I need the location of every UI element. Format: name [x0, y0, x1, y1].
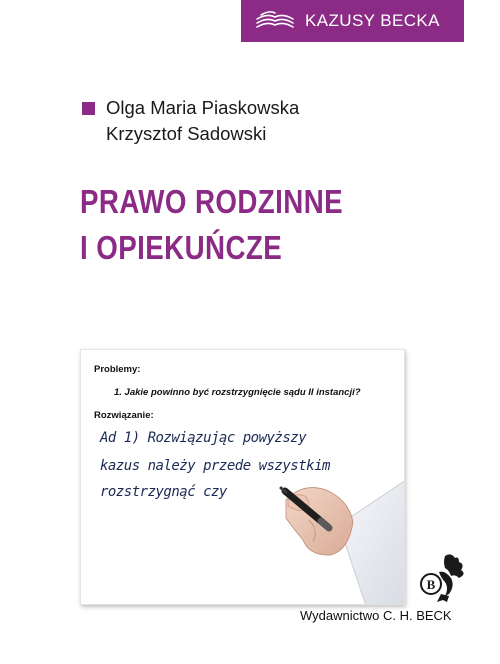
- handwriting-line-2: kazus należy przede wszystkim: [100, 458, 330, 474]
- open-book-icon: [253, 9, 297, 33]
- author-1: Olga Maria Piaskowska: [106, 97, 300, 118]
- author-bullet: [82, 102, 95, 115]
- publisher-name: Wydawnictwo C. H. BECK: [300, 608, 452, 623]
- handwriting-line-1: Ad 1) Rozwiązując powyższy: [100, 430, 307, 446]
- series-badge: [241, 0, 464, 42]
- series-label: KAZUSY BECKA: [305, 11, 440, 30]
- svg-text:B: B: [426, 577, 436, 592]
- handwriting-line-3: rozstrzygnąć czy: [100, 484, 227, 500]
- question-text: 1. Jakie powinno być rozstrzygnięcie sądu II instancji?: [114, 387, 361, 398]
- writing-hand-illustration: [81, 350, 405, 605]
- author-2: Krzysztof Sadowski: [106, 123, 267, 144]
- cover-illustration-card: [80, 349, 405, 605]
- solution-label: Rozwiązanie:: [94, 410, 154, 421]
- book-title-line-1: PRAWO RODZINNE: [80, 183, 344, 220]
- griffin-logo-icon: [415, 552, 471, 604]
- book-title-line-2: I OPIEKUŃCZE: [80, 229, 283, 266]
- problems-label: Problemy:: [94, 364, 141, 375]
